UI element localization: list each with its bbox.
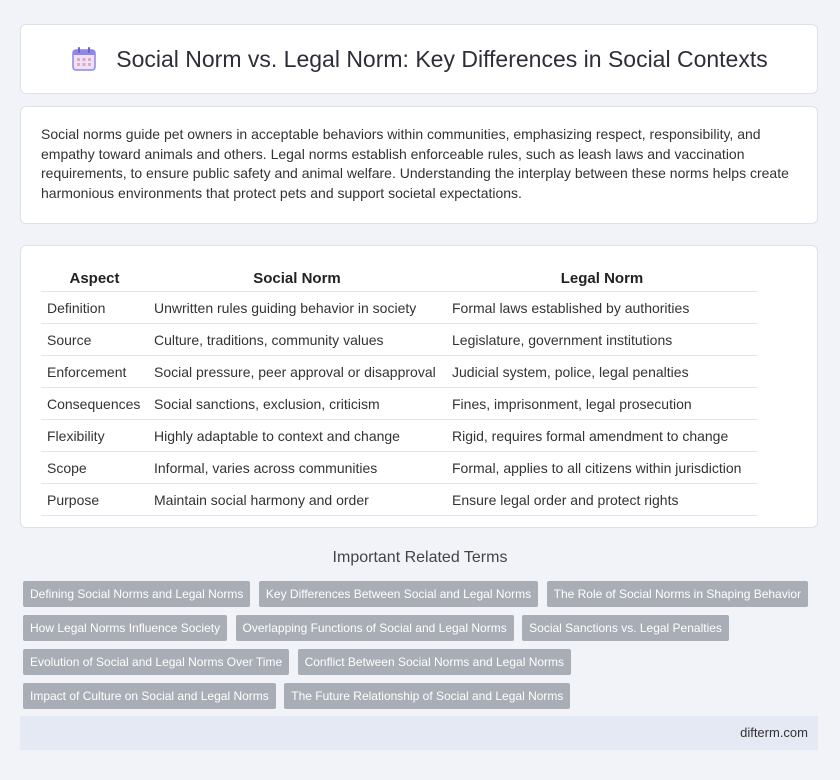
column-header-legal-norm: Legal Norm <box>560 270 644 287</box>
related-term-tag[interactable]: Social Sanctions vs. Legal Penalties <box>522 615 729 641</box>
table-row <box>41 292 758 324</box>
site-link[interactable]: difterm.com <box>740 725 808 740</box>
related-term-tag[interactable]: How Legal Norms Influence Society <box>23 615 227 641</box>
table-cell: Ensure legal order and protect rights <box>446 484 758 516</box>
table-row <box>41 388 758 420</box>
table-cell: Judicial system, police, legal penalties <box>446 356 758 388</box>
table-row <box>41 420 758 452</box>
calendar-icon <box>70 45 98 73</box>
table-cell: Maintain social harmony and order <box>148 484 446 516</box>
table-cell: Scope <box>41 452 148 484</box>
related-term-tag[interactable]: Key Differences Between Social and Legal Norms <box>259 581 538 607</box>
comparison-table <box>41 264 758 516</box>
table-row <box>41 356 758 388</box>
table-cell: Social pressure, peer approval or disapproval <box>148 356 446 388</box>
intro-card <box>20 106 818 224</box>
intro-text: Social norms guide pet owners in acceptable behaviors within communities, emphasizing respect, responsibility, and empathy toward animals and others. Legal norms establish enforceable rules, such as leash laws and vaccination requirements, to ensure public safety and animal welfare. Understanding the interplay between these norms helps create harmonious environments that protect pets and support societal expectations. <box>41 126 789 201</box>
footer <box>20 716 818 750</box>
related-term-tag[interactable]: Defining Social Norms and Legal Norms <box>23 581 250 607</box>
table-cell: Highly adaptable to context and change <box>148 420 446 452</box>
header-card <box>20 24 818 94</box>
related-term-tag[interactable]: Conflict Between Social Norms and Legal Norms <box>298 649 571 675</box>
related-terms-title: Important Related Terms <box>332 549 508 566</box>
table-cell: Enforcement <box>41 356 148 388</box>
table-cell: Social sanctions, exclusion, criticism <box>148 388 446 420</box>
table-cell: Formal, applies to all citizens within jurisdiction <box>446 452 758 484</box>
related-terms-list <box>23 581 823 717</box>
table-cell: Source <box>41 324 148 356</box>
comparison-card <box>20 245 818 528</box>
related-term-tag[interactable]: Overlapping Functions of Social and Legal Norms <box>236 615 514 641</box>
related-term-tag[interactable]: The Future Relationship of Social and Legal Norms <box>284 683 570 709</box>
table-cell: Definition <box>41 292 148 324</box>
related-term-tag[interactable]: Impact of Culture on Social and Legal Norms <box>23 683 276 709</box>
table-row <box>41 324 758 356</box>
table-row <box>41 452 758 484</box>
table-cell: Unwritten rules guiding behavior in society <box>148 292 446 324</box>
table-cell: Flexibility <box>41 420 148 452</box>
table-cell: Formal laws established by authorities <box>446 292 758 324</box>
table-cell: Informal, varies across communities <box>148 452 446 484</box>
related-term-tag[interactable]: Evolution of Social and Legal Norms Over Time <box>23 649 289 675</box>
page-title: Social Norm vs. Legal Norm: Key Differences in Social Contexts <box>116 45 768 72</box>
column-header-aspect: Aspect <box>69 270 120 287</box>
table-cell: Fines, imprisonment, legal prosecution <box>446 388 758 420</box>
table-cell: Culture, traditions, community values <box>148 324 446 356</box>
table-cell: Rigid, requires formal amendment to change <box>446 420 758 452</box>
table-row <box>41 484 758 516</box>
column-header-social-norm: Social Norm <box>253 270 341 287</box>
related-term-tag[interactable]: The Role of Social Norms in Shaping Behavior <box>547 581 808 607</box>
table-cell: Legislature, government institutions <box>446 324 758 356</box>
table-cell: Purpose <box>41 484 148 516</box>
table-cell: Consequences <box>41 388 148 420</box>
